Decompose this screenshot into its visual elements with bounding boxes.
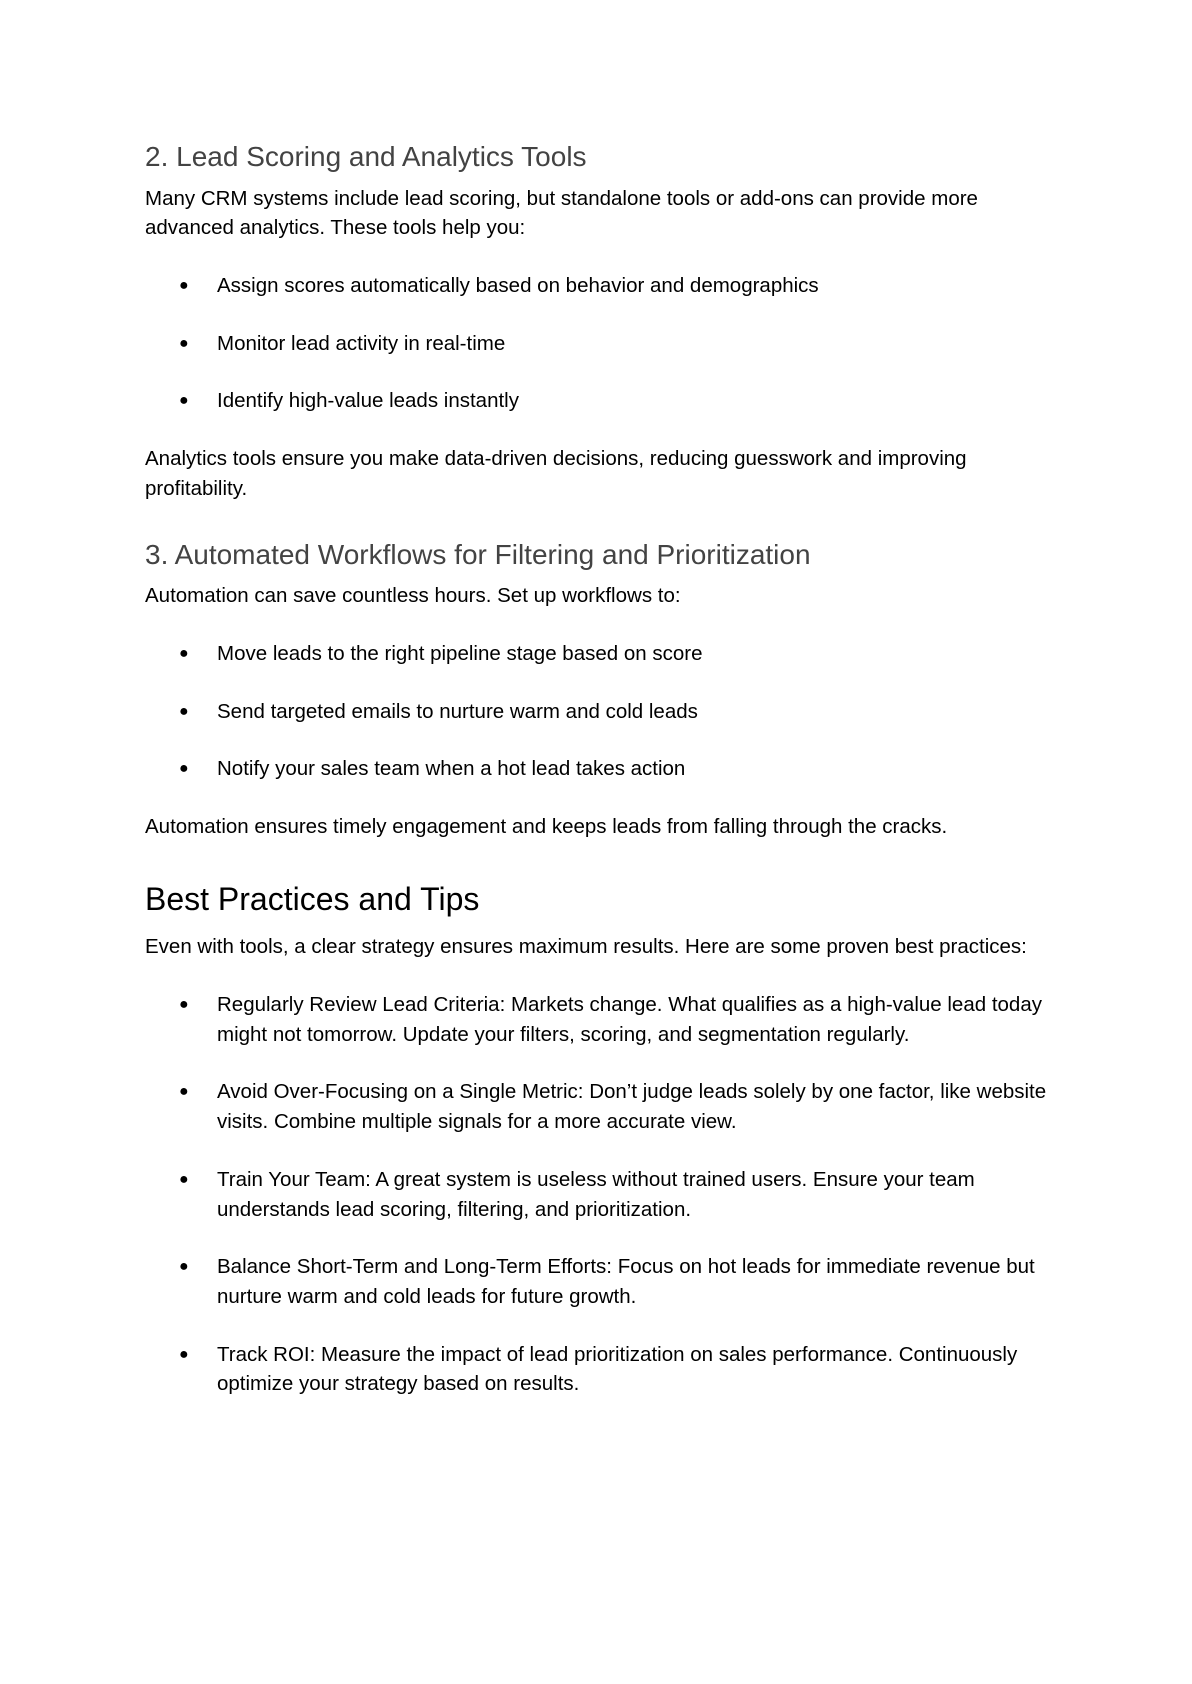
bullet-icon: ●: [179, 760, 189, 778]
section-3-heading: 3. Automated Workflows for Filtering and Prioritization: [145, 538, 811, 570]
section-2-bullet-list: [145, 271, 1055, 416]
section-3-closing: Automation ensures timely engagement and keeps leads from falling through the cracks.: [145, 815, 948, 839]
list-item: ● Send targeted emails to nurture warm and cold leads: [145, 697, 1055, 727]
bullet-icon: ●: [179, 277, 189, 295]
bullet-icon: ●: [179, 1345, 189, 1363]
best-practices-intro: Even with tools, a clear strategy ensures maximum results. Here are some proven best practices:: [145, 935, 1027, 959]
list-item: ● Regularly Review Lead Criteria: Markets change. What qualifies as a high-value lead today might not tomorrow. Update your filters, scoring, and segmentation regularly.: [145, 990, 1055, 1049]
bullet-icon: ●: [179, 392, 189, 410]
bullet-icon: ●: [179, 1083, 189, 1101]
list-item: ● Notify your sales team when a hot lead takes action: [145, 754, 1055, 784]
bullet-icon: ●: [179, 995, 189, 1013]
bullet-icon: ●: [179, 334, 189, 352]
bullet-icon: ●: [179, 702, 189, 720]
best-practices-bullet-list: [145, 990, 1055, 1399]
section-3-intro: Automation can save countless hours. Set up workflows to:: [145, 584, 681, 608]
list-item: ● Train Your Team: A great system is useless without trained users. Ensure your team understands lead scoring, filtering, and prioritization.: [145, 1165, 1055, 1224]
list-item: ● Monitor lead activity in real-time: [145, 329, 1055, 359]
document-page: [145, 140, 1055, 1427]
list-item: ● Balance Short-Term and Long-Term Efforts: Focus on hot leads for immediate revenue but nurture warm and cold leads for future growth.: [145, 1252, 1055, 1311]
section-2-intro: Many CRM systems include lead scoring, but standalone tools or add-ons can provide more advanced analytics. These tools help you:: [145, 186, 978, 240]
list-item: ● Avoid Over-Focusing on a Single Metric: Don’t judge leads solely by one factor, like website visits. Combine multiple signals for a more accurate view.: [145, 1077, 1055, 1136]
bullet-icon: ●: [179, 1170, 189, 1188]
list-item: ● Identify high-value leads instantly: [145, 386, 1055, 416]
bullet-icon: ●: [179, 644, 189, 662]
list-item: ● Track ROI: Measure the impact of lead prioritization on sales performance. Continuously optimize your strategy based on results.: [145, 1340, 1055, 1399]
section-2-closing: Analytics tools ensure you make data-driven decisions, reducing guesswork and improving profitability.: [145, 447, 967, 500]
list-item: ● Move leads to the right pipeline stage based on score: [145, 639, 1055, 669]
best-practices-heading: Best Practices and Tips: [145, 880, 480, 917]
section-3-bullet-list: [145, 639, 1055, 784]
section-2-heading: 2. Lead Scoring and Analytics Tools: [145, 141, 587, 172]
list-item: ● Assign scores automatically based on behavior and demographics: [145, 271, 1055, 301]
bullet-icon: ●: [179, 1258, 189, 1276]
